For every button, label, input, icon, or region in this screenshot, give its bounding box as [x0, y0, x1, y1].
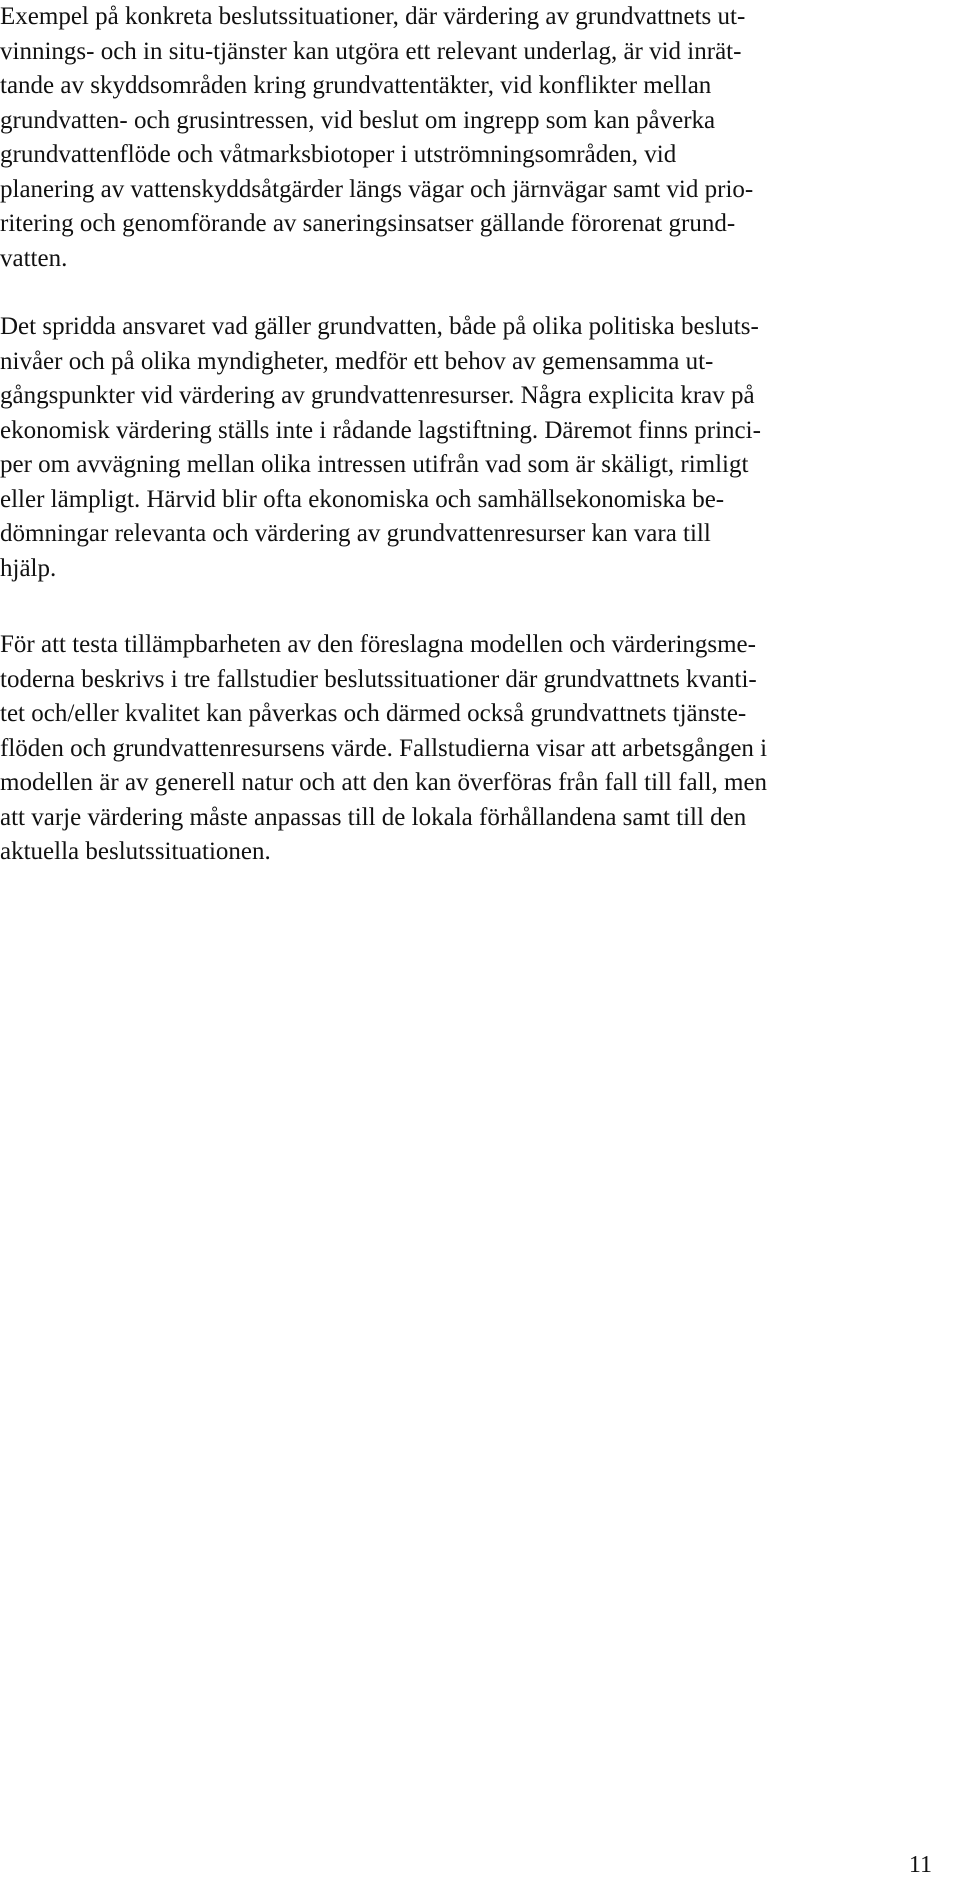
text-line: nivåer och på olika myndigheter, medför ett behov av gemensamma ut- — [0, 347, 714, 375]
text-line: vatten. — [0, 244, 68, 272]
text-line: För att testa tillämpbarheten av den föreslagna modellen och värderingsme- — [0, 631, 756, 658]
text-line: eller lämpligt. Härvid blir ofta ekonomiska och samhällsekonomiska be- — [0, 485, 725, 513]
text-line: grundvattenflöde och våtmarksbiotoper i utströmningsområden, vid — [0, 141, 677, 168]
text-line: flöden och grundvattenresursens värde. Fallstudierna visar att arbetsgången i — [0, 734, 768, 762]
text-line: dömningar relevanta och värdering av grundvattenresurser kan vara till — [0, 520, 711, 547]
text-line: toderna beskrivs i tre fallstudier beslutssituationer där grundvattnets kvanti- — [0, 665, 757, 693]
text-line: planering av vattenskyddsåtgärder längs vägar och järnvägar samt vid prio- — [0, 175, 754, 203]
text-line: modellen är av generell natur och att den kan överföras från fall till fall, men — [0, 769, 768, 796]
page-number: 11 — [908, 1852, 932, 1878]
text-line: Exempel på konkreta beslutssituationer, där värdering av grundvattnets ut- — [0, 3, 746, 30]
paragraph-decision-situations — [0, 0, 960, 276]
text-line: Det spridda ansvaret vad gäller grundvatten, både på olika politiska besluts- — [0, 313, 759, 340]
text-line: tet och/eller kvalitet kan påverkas och därmed också grundvattnets tjänste- — [0, 700, 747, 727]
text-line: aktuella beslutssituationen. — [0, 838, 271, 865]
text-line: ekonomisk värdering ställs inte i rådande lagstiftning. Däremot finns princi- — [0, 416, 761, 444]
paragraph-case-studies — [0, 628, 960, 870]
text-line: per om avvägning mellan olika intressen utifrån vad som är skäligt, rimligt — [0, 451, 749, 478]
text-line: ritering och genomförande av saneringsinsatser gällande förorenat grund- — [0, 210, 736, 237]
paragraph-shared-responsibility — [0, 310, 960, 586]
text-line: grundvatten- och grusintressen, vid beslut om ingrepp som kan påverka — [0, 106, 716, 134]
text-line: att varje värdering måste anpassas till de lokala förhållandena samt till den — [0, 803, 747, 831]
text-line: tande av skyddsområden kring grundvattentäkter, vid konflikter mellan — [0, 72, 712, 99]
text-line: vinnings- och in situ-tjänster kan utgöra ett relevant underlag, är vid inrät- — [0, 37, 742, 65]
text-line: hjälp. — [0, 554, 57, 582]
text-line: gångspunkter vid värdering av grundvattenresurser. Några explicita krav på — [0, 382, 755, 409]
